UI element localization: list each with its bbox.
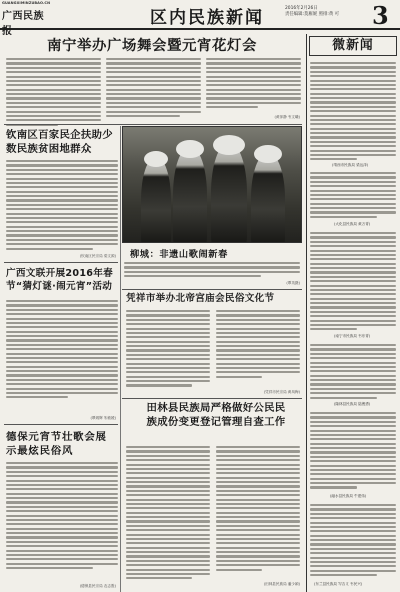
byline-pingxiang: (凭祥市民宗局 黄凤梅) bbox=[263, 390, 300, 394]
micro-news-byline-3: (南宁市民族局 韦东青) bbox=[334, 334, 371, 338]
story-headline-pingxiang: 凭祥市举办北帝宫庙会民俗文化节 bbox=[126, 293, 275, 304]
micro-news-item-3 bbox=[310, 232, 396, 332]
micro-news-item-4 bbox=[310, 344, 396, 400]
story-headline-debao: 德保元宵节壮歌会展示最炫民俗风 bbox=[6, 431, 107, 457]
issue-info bbox=[285, 6, 365, 18]
logo-text: 广西民族报 bbox=[2, 11, 44, 37]
story-headline-qinnan: 钦南区百家民企扶助少数民族贫困地群众 bbox=[6, 129, 113, 155]
lead-headline: 南宁举办广场舞会暨元宵花灯会 bbox=[47, 38, 257, 54]
vrule bbox=[120, 126, 121, 592]
lead-body-col1 bbox=[6, 58, 101, 132]
micro-news-byline-6: (东兰县民族局 岑吉义 韦民兴) bbox=[314, 582, 363, 586]
micro-news-byline-1: (靖西市民族局 梁达泽) bbox=[332, 163, 369, 167]
byline-tianlin: (田林县民族局 潘少颖) bbox=[263, 582, 300, 586]
byline-culture: (覃炳辉 朱敏媛) bbox=[90, 416, 116, 420]
issue-editors: 责任编辑:莫雁妮 照排:黄 可 bbox=[285, 12, 340, 17]
story-body-culture bbox=[6, 300, 118, 410]
story-headline-culture: 广西文联开展2016年春节“猜灯谜·闹元宵”活动 bbox=[6, 268, 114, 292]
section-title: 区内民族新闻 bbox=[150, 8, 264, 28]
byline-qinnan: (钦南区民宗局 梁文源) bbox=[79, 254, 116, 258]
page-number: 3 bbox=[372, 1, 389, 30]
sidebar-title: 微新闻 bbox=[309, 36, 397, 56]
issue-date: 2016年2月26日 bbox=[285, 6, 318, 11]
photo-caption-text bbox=[124, 262, 300, 282]
micro-news-item-2 bbox=[310, 172, 396, 220]
divider bbox=[4, 262, 118, 263]
photo-liucheng-folksong bbox=[122, 126, 302, 243]
micro-news-byline-4: (隆林县民族局 陆俊勇) bbox=[334, 402, 371, 406]
lead-byline: (黄萍静 韦文曦) bbox=[274, 115, 300, 119]
micro-news-item-1 bbox=[310, 62, 396, 160]
photo-credit: (覃英摄) bbox=[286, 281, 300, 285]
divider bbox=[122, 289, 302, 290]
lead-body-col2 bbox=[106, 58, 201, 122]
story-body-debao bbox=[6, 462, 118, 582]
byline-debao: (德保县民宗局 农志胜) bbox=[79, 584, 116, 588]
story-body-pingxiang-col1 bbox=[126, 310, 210, 394]
divider bbox=[122, 398, 302, 399]
micro-news-byline-5: (融水县民族局 牛建伟) bbox=[330, 494, 367, 498]
photo-caption: 柳城：非遗山歌闹新春 bbox=[130, 249, 228, 260]
story-body-tianlin-col1 bbox=[126, 446, 210, 586]
newspaper-logo bbox=[2, 1, 52, 37]
divider bbox=[4, 124, 302, 125]
micro-news-byline-2: (大化县民族局 黄万青) bbox=[334, 222, 371, 226]
micro-news-item-6 bbox=[310, 504, 396, 580]
logo-url: GUANGXIMINZUBAO.CN bbox=[2, 1, 51, 5]
story-body-qinnan bbox=[6, 160, 118, 258]
divider bbox=[4, 424, 118, 425]
story-body-tianlin-col2 bbox=[216, 446, 300, 578]
lead-body-col3 bbox=[206, 58, 301, 114]
micro-news-item-5 bbox=[310, 412, 396, 492]
story-body-pingxiang-col2 bbox=[216, 310, 300, 386]
story-headline-tianlin: 田林县民族局严格做好公民民族成份变更登记管理自查工作 bbox=[146, 402, 286, 428]
